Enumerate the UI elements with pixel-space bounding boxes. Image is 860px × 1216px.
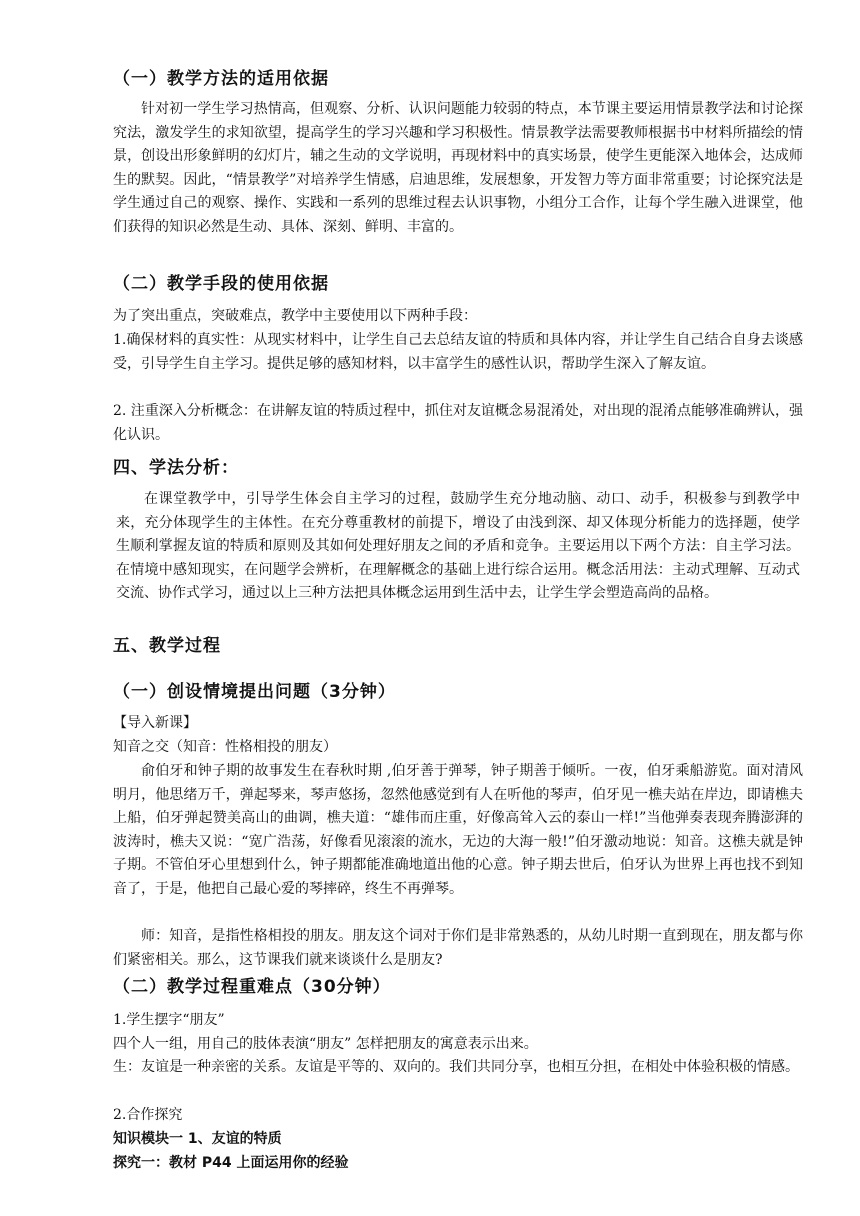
story-subtitle: 知音之交（知音：性格相投的朋友）: [113, 739, 337, 755]
section-heading-teaching-means-basis: （二）教学手段的使用依据: [113, 274, 329, 294]
explore-1: 探究一：教材 P44 上面运用你的经验: [113, 1155, 349, 1171]
section-heading-teaching-process: 五、教学过程: [113, 636, 221, 656]
section-heading-teaching-method-basis: （一）教学方法的适用依据: [113, 69, 329, 89]
activity-item-1-desc: 四个人一组，用自己的肢体表演“朋友” 怎样把朋友的寓意表示出来。: [113, 1036, 538, 1052]
lesson-intro-tag: 【导入新课】: [113, 715, 197, 731]
teacher-remark: 师：知音，是指性格相投的朋友。朋友这个词对于你们是非常熟悉的，从幼儿时期一直到现在，朋友都与你们紧密相关。那么，这节课我们就来谈谈什么是朋友?: [113, 928, 803, 968]
story-paragraph: 俞伯牙和钟子期的故事发生在春秋时期 ,伯牙善于弹琴，钟子期善于倾听。一夜，伯牙乘船游览。面对清风明月，他思绪万千，弹起琴来，琴声悠扬，忽然他感觉到有人在听他的琴声，伯牙见一樵夫站在岸边，即请樵夫上船，伯牙弹起赞美高山的曲调，樵夫道：“雄伟而庄重，好像高耸入云的泰山一样!”当他弹奏表现奔腾澎湃的波涛时，樵夫又说：“宽广浩荡，好像看见滚滚的流水，无边的大海一般!”伯牙激动地说：知音。这樵夫就是钟子期。不管伯牙心里想到什么，钟子期都能准确地道出他的心意。钟子期去世后，伯牙认为世界上再也找不到知音了，于是，他把自己最心爱的琴摔碎，终生不再弹琴。: [113, 763, 803, 897]
section-heading-create-situation: （一）创设情境提出问题（3分钟）: [113, 682, 396, 702]
activity-item-2: 2.合作探究: [113, 1107, 183, 1123]
knowledge-module-1: 知识模块一 1、友谊的特质: [113, 1131, 282, 1147]
section-heading-study-method-analysis: 四、学法分析：: [113, 458, 239, 478]
activity-item-1: 1.学生摆字“朋友”: [113, 1012, 225, 1028]
study-method-paragraph: 在课堂教学中，引导学生体会自主学习的过程，鼓励学生充分地动脑、动口、动手，积极参与到教学中来，充分体现学生的主体性。在充分尊重教材的前提下，增设了由浅到深、却又体现分析能力的选择题，使学生顺利掌握友谊的特质和原则及其如何处理好朋友之间的矛盾和竞争。主要运用以下两个方法：自主学习法。在情境中感知现实，在问题学会辨析，在理解概念的基础上进行综合运用。概念活用法：主动式理解、互动式交流、协作式学习，通过以上三种方法把具体概念运用到生活中去，让学生学会塑造高尚的品格。: [116, 491, 800, 602]
teaching-means-intro: 为了突出重点，突破难点，教学中主要使用以下两种手段：: [113, 308, 477, 324]
teaching-method-paragraph: 针对初一学生学习热情高，但观察、分析、认识问题能力较弱的特点，本节课主要运用情景教学法和讨论探究法，激发学生的求知欲望，提高学生的学习兴趣和学习积极性。情景教学法需要教师根据书中材料所描绘的情景，创设出形象鲜明的幻灯片，辅之生动的文学说明，再现材料中的真实场景，使学生更能深入地体会，达成师生的默契。因此，“情景教学”对培养学生情感，启迪思维，发展想象，开发智力等方面非常重要；讨论探究法是学生通过自己的观察、操作、实践和一系列的思维过程去认识事物，小组分工合作，让每个学生融入进课堂，他们获得的知识必然是生动、具体、深刻、鲜明、丰富的。: [113, 101, 803, 235]
teaching-means-item-1: 1.确保材料的真实性：从现实材料中，让学生自己去总结友谊的特质和具体内容，并让学生自己结合自身去谈感受，引导学生自主学习。提供足够的感知材料，以丰富学生的感性认识，帮助学生深入了解友谊。: [113, 332, 803, 372]
teaching-means-item-2: 2. 注重深入分析概念：在讲解友谊的特质过程中，抓住对友谊概念易混淆处，对出现的混淆点能够准确辨认，强化认识。: [113, 403, 803, 443]
student-answer: 生：友谊是一种亲密的关系。友谊是平等的、双向的。我们共同分享，也相互分担，在相处中体验积极的情感。: [113, 1059, 799, 1075]
section-heading-key-difficulties: （二）教学过程重难点（30分钟）: [113, 977, 391, 997]
